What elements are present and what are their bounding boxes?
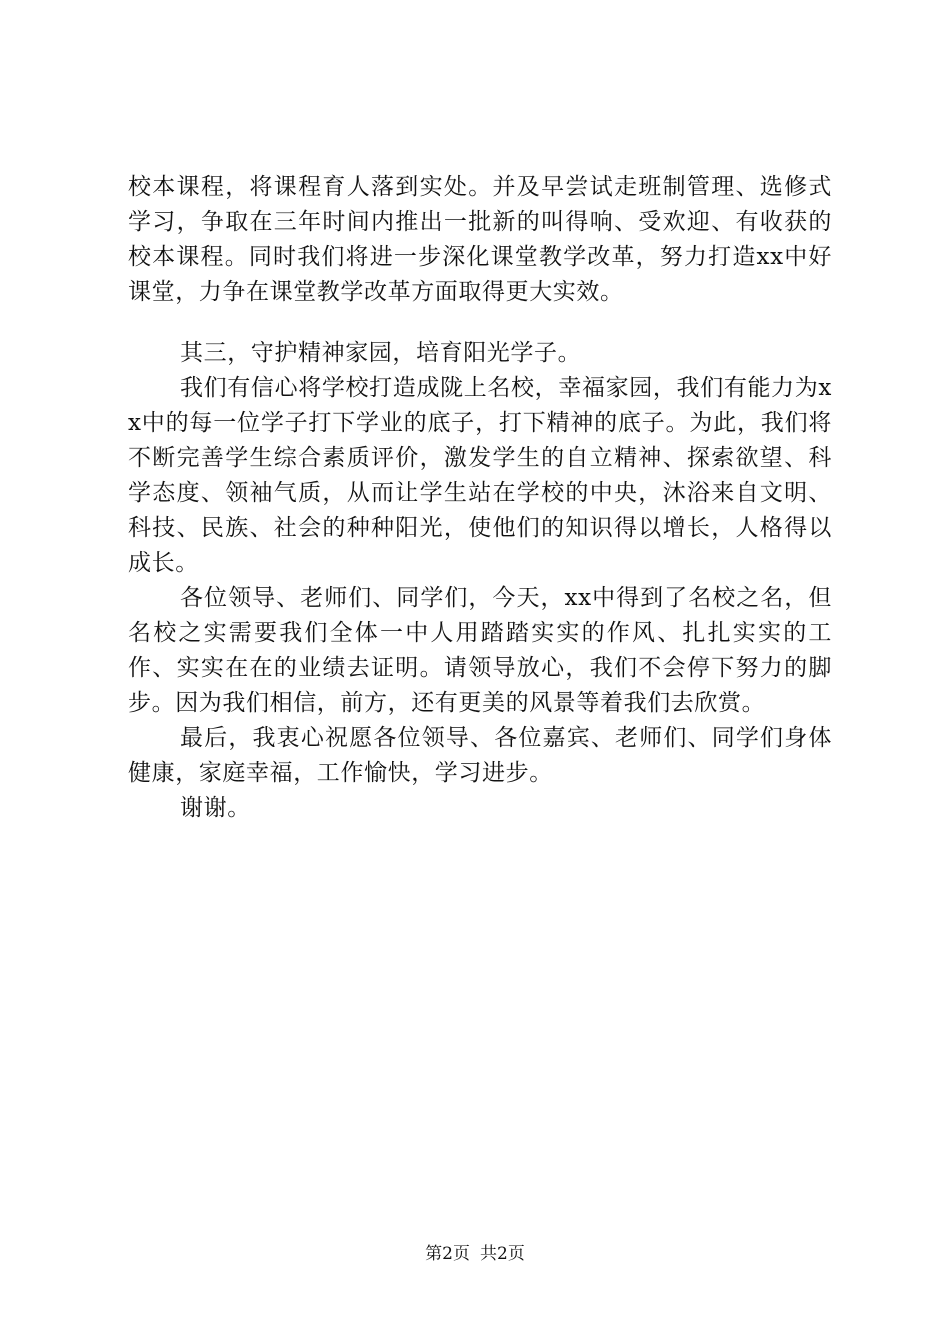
paragraph-curriculum: 校本课程，将课程育人落到实处。并及早尝试走班制管理、选修式学习，争取在三年时间内推出一批新的叫得响、受欢迎、有收获的校本课程。同时我们将进一步深化课堂教学改革，努力打造xx中好课堂，力争在课堂教学改革方面取得更大实效。 (128, 174, 832, 305)
page-number: 第2页 (425, 1244, 470, 1264)
paragraph-thanks: 谢谢。 (180, 795, 251, 821)
paragraph-famous-school: 各位领导、老师们、同学们，今天，xx中得到了名校之名，但名校之实需要我们全体一中人用踏踏实实的作风、扎扎实实的工作、实实在在的业绩去证明。请领导放心，我们不会停下努力的脚步。因为我们相信，前方，还有更美的风景等着我们去欣赏。 (128, 585, 832, 716)
paragraph-wishes: 最后，我衷心祝愿各位领导、各位嘉宾、老师们、同学们身体健康，家庭幸福，工作愉快，学习进步。 (128, 725, 832, 786)
paragraph-section-three-heading: 其三，守护精神家园，培育阳光学子。 (180, 340, 582, 366)
paragraph-confidence: 我们有信心将学校打造成陇上名校，幸福家园，我们有能力为xx中的每一位学子打下学业的底子，打下精神的底子。为此，我们将不断完善学生综合素质评价，激发学生的自立精神、探索欲望、科学态度、领袖气质，从而让学生站在学校的中央，沐浴来自文明、科技、民族、社会的种种阳光，使他们的知识得以增长，人格得以成长。 (128, 375, 832, 576)
page-total: 共2页 (480, 1244, 525, 1264)
document-body (128, 170, 832, 826)
page-footer (0, 1244, 950, 1264)
